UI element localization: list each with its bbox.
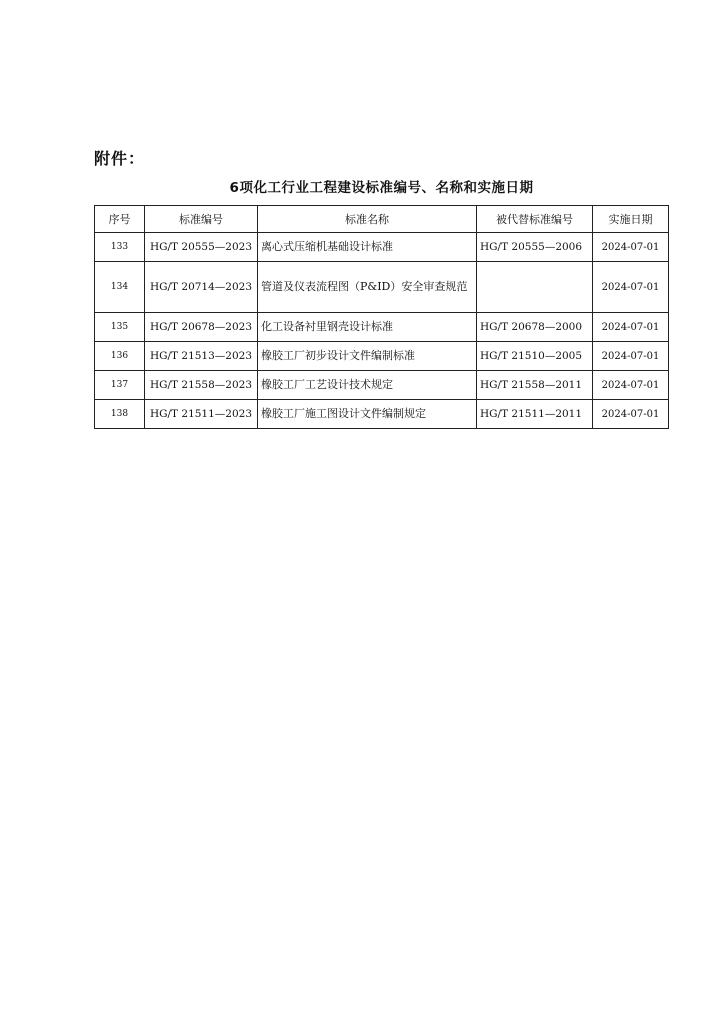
table-row [95,233,669,262]
header-standard-code: 标准编号 [145,206,258,233]
cell-effective-date: 2024-07-01 [593,313,669,342]
header-serial-no: 序号 [95,206,145,233]
cell-standard-code: HG/T 20714—2023 [145,262,258,313]
table-row [95,342,669,371]
cell-serial-no: 134 [95,262,145,313]
cell-serial-no: 138 [95,400,145,429]
cell-effective-date: 2024-07-01 [593,342,669,371]
cell-standard-name: 橡胶工厂施工图设计文件编制规定 [258,400,477,429]
cell-replaced-code: HG/T 21558—2011 [477,371,593,400]
cell-replaced-code: HG/T 20555—2006 [477,233,593,262]
cell-standard-code: HG/T 21513—2023 [145,342,258,371]
table-row [95,262,669,313]
cell-standard-code: HG/T 21511—2023 [145,400,258,429]
cell-standard-name: 橡胶工厂初步设计文件编制标准 [258,342,477,371]
cell-standard-code: HG/T 20678—2023 [145,313,258,342]
header-replaced-code: 被代替标准编号 [477,206,593,233]
table-row [95,313,669,342]
cell-effective-date: 2024-07-01 [593,262,669,313]
cell-standard-name: 管道及仪表流程图（P&ID）安全审查规范 [258,262,477,313]
table-row [95,400,669,429]
cell-standard-code: HG/T 21558—2023 [145,371,258,400]
cell-replaced-code: HG/T 21511—2011 [477,400,593,429]
cell-standard-name: 离心式压缩机基础设计标准 [258,233,477,262]
document-title: 6项化工行业工程建设标准编号、名称和实施日期 [229,180,534,196]
standards-table [94,205,669,429]
header-standard-name: 标准名称 [258,206,477,233]
cell-serial-no: 137 [95,371,145,400]
cell-standard-name: 橡胶工厂工艺设计技术规定 [258,371,477,400]
header-effective-date: 实施日期 [593,206,669,233]
table-row [95,371,669,400]
cell-effective-date: 2024-07-01 [593,233,669,262]
cell-serial-no: 133 [95,233,145,262]
annex-label: 附件： [94,149,146,168]
cell-replaced-code: HG/T 21510—2005 [477,342,593,371]
cell-effective-date: 2024-07-01 [593,400,669,429]
cell-standard-code: HG/T 20555—2023 [145,233,258,262]
cell-effective-date: 2024-07-01 [593,371,669,400]
cell-serial-no: 136 [95,342,145,371]
cell-serial-no: 135 [95,313,145,342]
cell-replaced-code: HG/T 20678—2000 [477,313,593,342]
table-header-row [95,206,669,233]
cell-replaced-code [477,262,593,313]
cell-standard-name: 化工设备衬里钢壳设计标准 [258,313,477,342]
